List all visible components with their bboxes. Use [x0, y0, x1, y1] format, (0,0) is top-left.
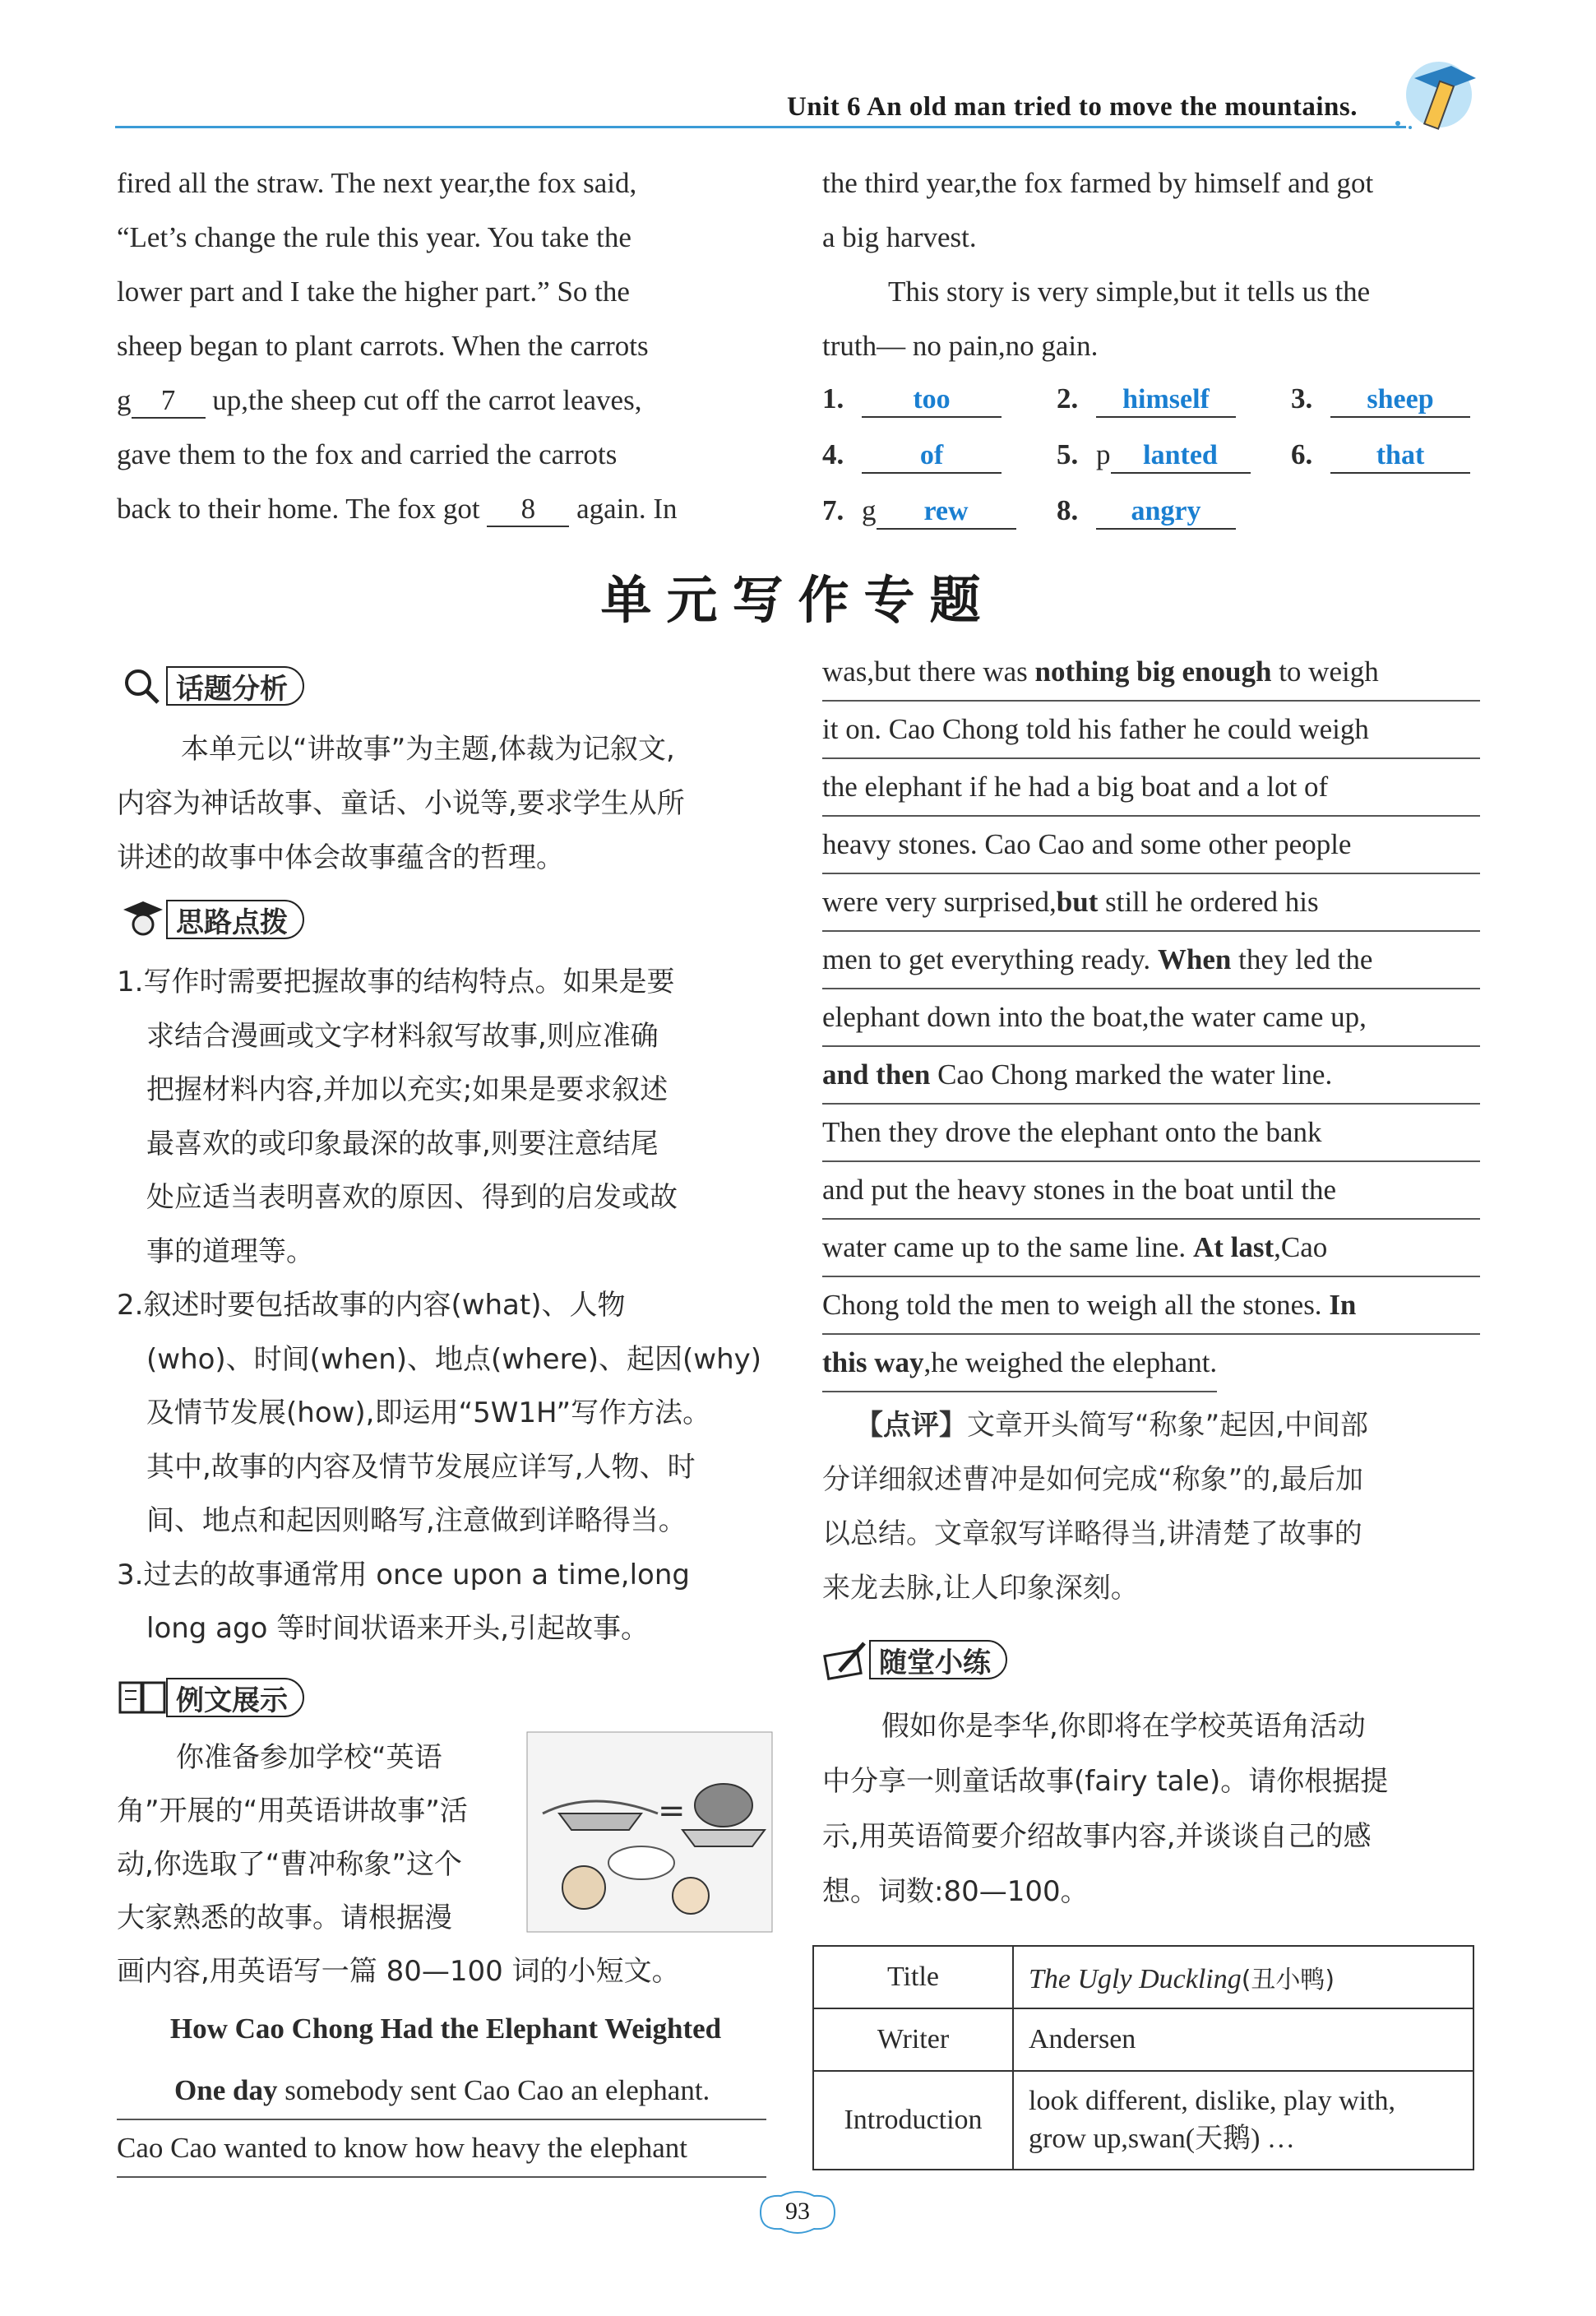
- answer-6: that: [1330, 439, 1470, 474]
- answer-row: 8. angry: [1057, 494, 1236, 530]
- answer-row: 6. that: [1291, 438, 1470, 474]
- answer-row: 2. himself: [1057, 382, 1236, 418]
- essay-line: Cao Cao wanted to know how heavy the elephant: [117, 2120, 766, 2178]
- answer-8: angry: [1096, 495, 1236, 530]
- table-row: [813, 1946, 1473, 2008]
- essay-line: elephant down into the boat,the water came up,: [822, 989, 1480, 1047]
- book-icon: [115, 1676, 173, 1719]
- essay-line: it on. Cao Chong told his father he could weigh: [822, 702, 1480, 759]
- tips-label: 思路点拨: [115, 896, 304, 943]
- table-key: Introduction: [813, 2071, 1013, 2170]
- svg-text:=: =: [658, 1792, 686, 1830]
- topic-label: 话题分析: [115, 663, 304, 709]
- essay-line: men to get everything ready. When they led the: [822, 932, 1480, 989]
- table-value: Andersen: [1013, 2008, 1473, 2071]
- answer-7: rew: [877, 495, 1016, 530]
- answer-3: sheep: [1330, 383, 1470, 418]
- table-key: Title: [813, 1946, 1013, 2008]
- story-right-column: [822, 156, 1480, 373]
- essay-line: and then Cao Chong marked the water line.: [822, 1047, 1480, 1105]
- essay-line: Then they drove the elephant onto the bank: [822, 1105, 1480, 1162]
- unit-header-title: Unit 6 An old man tried to move the mountains.: [786, 92, 1358, 122]
- example-essay-left: [117, 2063, 766, 2178]
- story-line: sheep began to plant carrots. When the carrots: [117, 330, 649, 362]
- essay-line: and put the heavy stones in the boat until the: [822, 1162, 1480, 1220]
- story-line: g 7 up,the sheep cut off the carrot leaves,: [117, 373, 775, 428]
- story-line: This story is very simple,but it tells us the: [888, 276, 1371, 308]
- example-label: 例文展示: [115, 1674, 304, 1721]
- tips-list: 1.写作时需要把握故事的结构特点。如果是要 求结合漫画或文字材料叙写故事,则应准确 把握材料内容,并加以充实;如果是要求叙述 最喜欢的或印象最深的故事,则要注意结尾 处应适当表明喜欢的原因、得到的启发或故 事的道理等。 2.叙述时要包括故事的内容(what)、人物 (who)、时间(when)、地点(where)、起因(why) 及情节发展(how),即运用“5W1H”写作方法。 其中,故事的内容及情节发展应详写,人物、时 间、地点和起因则略写,注意做到详略得当。 3.过去的故事通常用 once upon a time,long long ago 等时间状语来开头,引起故事。: [117, 966, 761, 1645]
- story-line: truth— no pain,no gain.: [822, 330, 1099, 362]
- story-line: a big harvest.: [822, 221, 977, 253]
- example-essay-right: [822, 644, 1480, 1392]
- blank-7: 7: [132, 384, 206, 419]
- answer-row: 1. too: [822, 382, 1002, 418]
- example-prompt-end: 画内容,用英语写一篇 80—100 词的小短文。: [117, 1955, 680, 1988]
- answer-row: 4. of: [822, 438, 1002, 474]
- page-number: 93: [785, 2198, 810, 2225]
- answer-5: lanted: [1111, 439, 1251, 474]
- elephant-cartoon-illustration: [526, 1731, 773, 1933]
- comment-block: 【点评】文章开头简写“称象”起因,中间部 分详细叙述曹冲是如何完成“称象”的,最后加 以总结。文章叙写详略得当,讲清楚了故事的 来龙去脉,让人印象深刻。: [822, 1409, 1369, 1605]
- blank-8: 8: [487, 493, 569, 527]
- essay-line: were very surprised,but still he ordered his: [822, 874, 1480, 932]
- essay-line: heavy stones. Cao Cao and some other people: [822, 817, 1480, 874]
- section-title: 单元写作专题: [600, 570, 996, 630]
- fairy-tale-info-table: [812, 1945, 1474, 2170]
- graduate-icon: [115, 898, 173, 941]
- story-line: “Let’s change the rule this year. You take the: [117, 221, 631, 253]
- example-prompt: 你准备参加学校“英语 角”开展的“用英语讲故事”活 动,你选取了“曹冲称象”这个 大家熟悉的故事。请根据漫: [117, 1741, 468, 1934]
- magnifier-icon: [115, 665, 173, 707]
- essay-line: water came up to the same line. At last,Cao: [822, 1220, 1480, 1277]
- practice-prompt: 假如你是李华,你即将在学校英语角活动 中分享一则童话故事(fairy tale)。请你根据提 示,用英语简要介绍故事内容,并谈谈自己的感 想。词数:80—100。: [822, 1710, 1389, 1908]
- table-value: look different, dislike, play with, grow up,swan(天鹅) …: [1013, 2071, 1473, 2170]
- example-essay-title: How Cao Chong Had the Elephant Weighted: [169, 2013, 722, 2045]
- essay-line: Chong told the men to weigh all the stones. In: [822, 1277, 1480, 1335]
- essay-line: was,but there was nothing big enough to weigh: [822, 644, 1480, 702]
- story-left-column: [117, 156, 775, 536]
- answer-row: 5. p lanted: [1057, 438, 1251, 474]
- essay-line: the elephant if he had a big boat and a lot of: [822, 759, 1480, 817]
- table-row: [813, 2071, 1473, 2170]
- pencil-paper-icon: [818, 1638, 876, 1681]
- answer-2: himself: [1096, 383, 1236, 418]
- answer-row: 3. sheep: [1291, 382, 1470, 418]
- comment-tag: 【点评】: [855, 1409, 967, 1442]
- practice-label: 随堂小练: [818, 1637, 1007, 1683]
- topic-text: 本单元以“讲故事”为主题,体裁为记叙文, 内容为神话故事、童话、小说等,要求学生从所 讲述的故事中体会故事蕴含的哲理。: [117, 733, 685, 874]
- story-line: gave them to the fox and carried the carrots: [117, 438, 618, 470]
- story-line: fired all the straw. The next year,the fox said,: [117, 167, 637, 199]
- story-line: lower part and I take the higher part.” So the: [117, 276, 630, 308]
- answer-1: too: [862, 383, 1002, 418]
- answer-4: of: [862, 439, 1002, 474]
- story-line: the third year,the fox farmed by himself and got: [822, 167, 1374, 199]
- pencil-cap-logo-icon: [1381, 49, 1488, 140]
- header-rule: [115, 126, 1406, 128]
- essay-line: this way,he weighed the elephant.: [822, 1335, 1217, 1392]
- story-line: back to their home. The fox got 8 again. In: [117, 482, 775, 536]
- answer-row: 7. g rew: [822, 494, 1016, 530]
- table-key: Writer: [813, 2008, 1013, 2071]
- essay-line: One day somebody sent Cao Cao an elephant.: [117, 2063, 766, 2120]
- table-row: [813, 2008, 1473, 2071]
- table-value: The Ugly Duckling(丑小鸭): [1013, 1946, 1473, 2008]
